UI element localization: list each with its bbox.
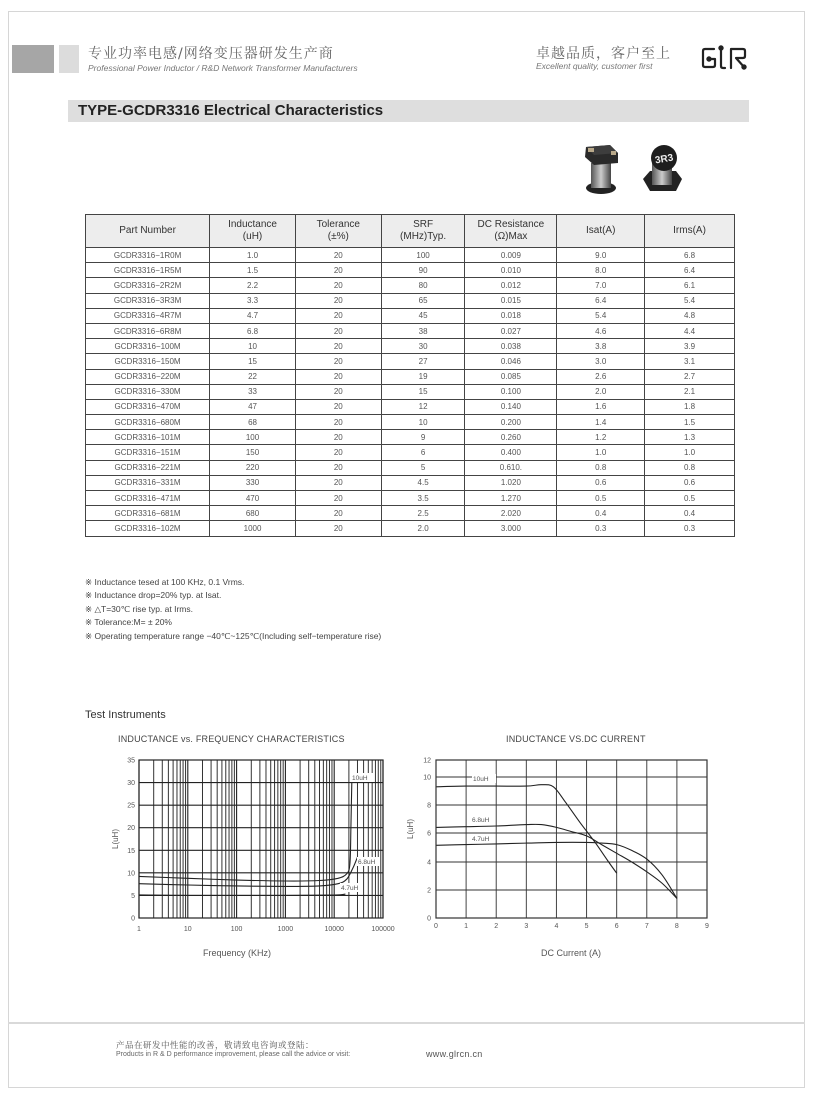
table-cell: 9.0 xyxy=(557,248,645,263)
x-tick-label: 100000 xyxy=(371,926,395,933)
table-cell: 0.027 xyxy=(465,323,557,338)
table-cell: 1.0 xyxy=(557,445,645,460)
table-cell: 2.2 xyxy=(210,278,296,293)
table-cell: 0.038 xyxy=(465,339,557,354)
table-cell: 3.9 xyxy=(645,339,735,354)
table-cell: 0.8 xyxy=(557,460,645,475)
x-tick-label: 7 xyxy=(644,923,649,930)
slogan-cn: 卓越品质，客户至上 xyxy=(536,46,671,62)
table-cell: 680 xyxy=(210,506,296,521)
table-cell: 0.010 xyxy=(465,263,557,278)
table-cell: 0.610. xyxy=(465,460,557,475)
x-tick-label: 0 xyxy=(434,923,438,930)
y-tick-label: 30 xyxy=(127,780,135,788)
table-cell: 30 xyxy=(381,339,465,354)
table-cell: 19 xyxy=(381,369,465,384)
table-cell: 0.046 xyxy=(465,354,557,369)
y-tick-label: 0 xyxy=(131,915,135,923)
table-cell: 20 xyxy=(295,278,381,293)
table-cell: 8.0 xyxy=(557,263,645,278)
table-cell: 20 xyxy=(295,248,381,263)
table-cell: 1.270 xyxy=(465,491,557,506)
table-cell: 1.0 xyxy=(645,445,735,460)
plot-border xyxy=(139,760,383,918)
table-cell: 20 xyxy=(295,475,381,490)
y-tick-label: 4 xyxy=(427,859,431,867)
table-cell: GCDR3316−1R0M xyxy=(86,248,210,263)
y-axis-label: L(uH) xyxy=(111,828,120,850)
table-cell: 20 xyxy=(295,293,381,308)
table-cell: 0.018 xyxy=(465,308,557,323)
table-cell: 470 xyxy=(210,491,296,506)
table-cell: 0.3 xyxy=(557,521,645,536)
table-cell: 20 xyxy=(295,506,381,521)
table-cell: 20 xyxy=(295,521,381,536)
table-cell: GCDR3316−3R3M xyxy=(86,293,210,308)
table-cell: GCDR3316−102M xyxy=(86,521,210,536)
table-cell: 20 xyxy=(295,399,381,414)
table-cell: 20 xyxy=(295,430,381,445)
table-cell: 0.6 xyxy=(557,475,645,490)
x-tick-label: 100 xyxy=(230,926,243,933)
table-cell: 6.8 xyxy=(210,323,296,338)
table-cell: 0.400 xyxy=(465,445,557,460)
table-cell: 1.2 xyxy=(557,430,645,445)
table-cell: GCDR3316−331M xyxy=(86,475,210,490)
table-cell: 4.8 xyxy=(645,308,735,323)
note-item: ※ Operating temperature range −40℃~125℃(Including self−temperature rise) xyxy=(85,630,382,641)
table-cell: 0.4 xyxy=(557,506,645,521)
x-tick-label: 8 xyxy=(674,923,679,930)
table-cell: GCDR3316−100M xyxy=(86,339,210,354)
table-cell: 2.1 xyxy=(645,384,735,399)
series-label: 4.7uH xyxy=(341,885,359,892)
table-cell: 4.6 xyxy=(557,323,645,338)
table-cell: 4.4 xyxy=(645,323,735,338)
table-cell: 3.3 xyxy=(210,293,296,308)
table-cell: 0.8 xyxy=(645,460,735,475)
table-cell: 330 xyxy=(210,475,296,490)
table-cell: GCDR3316−221M xyxy=(86,460,210,475)
x-tick-label: 6 xyxy=(614,923,619,930)
table-cell: 20 xyxy=(295,263,381,278)
table-cell: 2.0 xyxy=(557,384,645,399)
table-cell: 5.4 xyxy=(645,293,735,308)
table-cell: 20 xyxy=(295,460,381,475)
series-label: 6.8uH xyxy=(472,817,490,824)
table-cell: 7.0 xyxy=(557,278,645,293)
table-cell: GCDR3316−470M xyxy=(86,399,210,414)
table-cell: 0.015 xyxy=(465,293,557,308)
table-cell: 47 xyxy=(210,399,296,414)
table-cell: 2.7 xyxy=(645,369,735,384)
table-cell: 20 xyxy=(295,308,381,323)
column-header-line1: Irms(A) xyxy=(673,225,706,236)
y-tick-label: 35 xyxy=(127,757,135,765)
table-cell: 0.260 xyxy=(465,430,557,445)
chart-title-frequency: INDUCTANCE vs. FREQUENCY CHARACTERISTICS xyxy=(118,734,345,744)
y-tick-label: 8 xyxy=(427,802,431,810)
table-cell: 0.5 xyxy=(557,491,645,506)
y-tick-label: 15 xyxy=(127,847,135,855)
table-cell: 22 xyxy=(210,369,296,384)
y-tick-label: 10 xyxy=(423,774,431,782)
page-title: TYPE-GCDR3316 Electrical Characteristics xyxy=(78,102,384,119)
company-name-cn: 专业功率电感/网络变压器研发生产商 xyxy=(88,46,334,62)
table-cell: 1000 xyxy=(210,521,296,536)
table-cell: 15 xyxy=(210,354,296,369)
table-cell: 6.4 xyxy=(557,293,645,308)
table-cell: 3.5 xyxy=(381,491,465,506)
table-cell: 10 xyxy=(210,339,296,354)
table-cell: 10 xyxy=(381,415,465,430)
y-tick-label: 25 xyxy=(127,802,135,810)
x-tick-label: 1000 xyxy=(277,926,294,933)
table-cell: 65 xyxy=(381,293,465,308)
table-cell: 0.5 xyxy=(645,491,735,506)
table-cell: 27 xyxy=(381,354,465,369)
y-tick-label: 2 xyxy=(427,887,431,895)
table-cell: 12 xyxy=(381,399,465,414)
table-cell: GCDR3316−150M xyxy=(86,354,210,369)
table-cell: 1.4 xyxy=(557,415,645,430)
table-cell: 20 xyxy=(295,369,381,384)
column-header-line2: (Ω)Max xyxy=(494,231,528,242)
table-cell: 4.5 xyxy=(381,475,465,490)
table-cell: 33 xyxy=(210,384,296,399)
y-tick-label: 6 xyxy=(427,830,431,838)
table-cell: 4.7 xyxy=(210,308,296,323)
table-cell: 0.140 xyxy=(465,399,557,414)
series-label: 10uH xyxy=(473,776,489,783)
x-tick-label: 4 xyxy=(554,923,559,930)
column-header-line1: DC Resistance xyxy=(477,219,545,230)
table-cell: 2.020 xyxy=(465,506,557,521)
table-cell: 0.009 xyxy=(465,248,557,263)
table-cell: 100 xyxy=(381,248,465,263)
series-line-6-8uH xyxy=(139,857,358,886)
table-cell: 1.5 xyxy=(210,263,296,278)
table-cell: GCDR3316−220M xyxy=(86,369,210,384)
column-header-line1: Isat(A) xyxy=(585,225,616,236)
table-cell: 38 xyxy=(381,323,465,338)
table-cell: 68 xyxy=(210,415,296,430)
table-cell: 150 xyxy=(210,445,296,460)
x-tick-label: 10 xyxy=(183,926,192,933)
table-cell: 1.6 xyxy=(557,399,645,414)
y-tick-label: 10 xyxy=(127,870,135,878)
table-cell: 20 xyxy=(295,339,381,354)
y-tick-label: 5 xyxy=(131,892,135,900)
slogan-en: Excellent quality, customer first xyxy=(536,61,653,71)
table-cell: 0.200 xyxy=(465,415,557,430)
series-label: 6.8uH xyxy=(358,859,376,866)
footer-url[interactable]: www.glrcn.cn xyxy=(426,1049,483,1059)
column-header-line2: (±%) xyxy=(327,231,349,242)
table-cell: GCDR3316−4R7M xyxy=(86,308,210,323)
table-cell: 1.020 xyxy=(465,475,557,490)
note-item: ※ Inductance tesed at 100 KHz, 0.1 Vrms. xyxy=(85,577,245,587)
table-cell: 1.5 xyxy=(645,415,735,430)
table-cell: 6.8 xyxy=(645,248,735,263)
series-label: 10uH xyxy=(352,775,368,782)
x-tick-label: 9 xyxy=(705,923,709,930)
x-axis-label: DC Current (A) xyxy=(540,948,602,958)
table-cell: 2.5 xyxy=(381,506,465,521)
note-item: ※ △T=30℃ rise typ. at Irms. xyxy=(85,603,193,614)
table-cell: 20 xyxy=(295,354,381,369)
table-cell: 0.6 xyxy=(645,475,735,490)
column-header-line1: SRF xyxy=(413,219,434,230)
table-cell: 3.8 xyxy=(557,339,645,354)
table-cell: 1.0 xyxy=(210,248,296,263)
table-cell: 0.4 xyxy=(645,506,735,521)
table-cell: 100 xyxy=(210,430,296,445)
column-header-line1: Inductance xyxy=(228,219,277,230)
column-header-line2: (MHz)Typ. xyxy=(400,231,447,242)
x-tick-label: 5 xyxy=(584,923,589,930)
table-cell: 6.1 xyxy=(645,278,735,293)
table-cell: 20 xyxy=(295,491,381,506)
note-item: ※ Inductance drop=20% typ. at Isat. xyxy=(85,590,222,601)
table-cell: 1.8 xyxy=(645,399,735,414)
column-header-line1: Part Number xyxy=(119,225,176,236)
table-cell: 0.3 xyxy=(645,521,735,536)
table-cell: 20 xyxy=(295,323,381,338)
table-cell: 3.0 xyxy=(557,354,645,369)
y-tick-label: 12 xyxy=(423,757,431,765)
table-cell: 20 xyxy=(295,384,381,399)
table-cell: 0.100 xyxy=(465,384,557,399)
footer-notice-cn: 产品在研发中性能的改善，敬请致电咨询或登陆： xyxy=(116,1041,315,1051)
y-axis-label: L(uH) xyxy=(406,818,415,840)
table-cell: GCDR3316−681M xyxy=(86,506,210,521)
series-label: 4.7uH xyxy=(472,836,490,843)
footer-notice-en: Products in R & D performance improvement, please call the advice or visit: xyxy=(116,1051,351,1058)
table-cell: 5.4 xyxy=(557,308,645,323)
section-title: Test Instruments xyxy=(85,709,166,721)
x-tick-label: 1 xyxy=(464,923,469,930)
table-cell: 0.085 xyxy=(465,369,557,384)
inductor-marking: 3R3 xyxy=(654,152,675,167)
table-cell: 6.4 xyxy=(645,263,735,278)
chart-title-dc-current: INDUCTANCE VS.DC CURRENT xyxy=(506,734,646,744)
table-cell: 2.6 xyxy=(557,369,645,384)
table-cell: 9 xyxy=(381,430,465,445)
table-cell: GCDR3316−330M xyxy=(86,384,210,399)
table-cell: GCDR3316−101M xyxy=(86,430,210,445)
table-cell: GCDR3316−2R2M xyxy=(86,278,210,293)
x-tick-label: 1 xyxy=(137,926,141,933)
table-cell: 5 xyxy=(381,460,465,475)
x-tick-label: 10000 xyxy=(324,926,344,933)
table-cell: GCDR3316−1R5M xyxy=(86,263,210,278)
table-cell: 3.000 xyxy=(465,521,557,536)
column-header-line2: (uH) xyxy=(242,231,263,242)
table-cell: 0.012 xyxy=(465,278,557,293)
table-cell: 1.3 xyxy=(645,430,735,445)
y-tick-label: 20 xyxy=(127,825,135,833)
table-cell: 15 xyxy=(381,384,465,399)
table-cell: 6 xyxy=(381,445,465,460)
table-cell: GCDR3316−471M xyxy=(86,491,210,506)
y-tick-label: 0 xyxy=(427,915,431,923)
table-cell: 20 xyxy=(295,445,381,460)
table-cell: 20 xyxy=(295,415,381,430)
company-name-en: Professional Power Inductor / R&D Network Transformer Manufacturers xyxy=(88,63,358,73)
table-cell: 80 xyxy=(381,278,465,293)
table-cell: GCDR3316−151M xyxy=(86,445,210,460)
table-cell: GCDR3316−680M xyxy=(86,415,210,430)
table-cell: 3.1 xyxy=(645,354,735,369)
column-header-line1: Tolerance xyxy=(316,219,360,230)
x-tick-label: 3 xyxy=(524,923,529,930)
table-cell: 45 xyxy=(381,308,465,323)
table-cell: 2.0 xyxy=(381,521,465,536)
note-item: ※ Tolerance:M= ± 20% xyxy=(85,617,172,628)
table-cell: 90 xyxy=(381,263,465,278)
table-cell: GCDR3316−6R8M xyxy=(86,323,210,338)
x-axis-label: Frequency (KHz) xyxy=(202,948,272,958)
x-tick-label: 2 xyxy=(494,923,499,930)
table-cell: 220 xyxy=(210,460,296,475)
